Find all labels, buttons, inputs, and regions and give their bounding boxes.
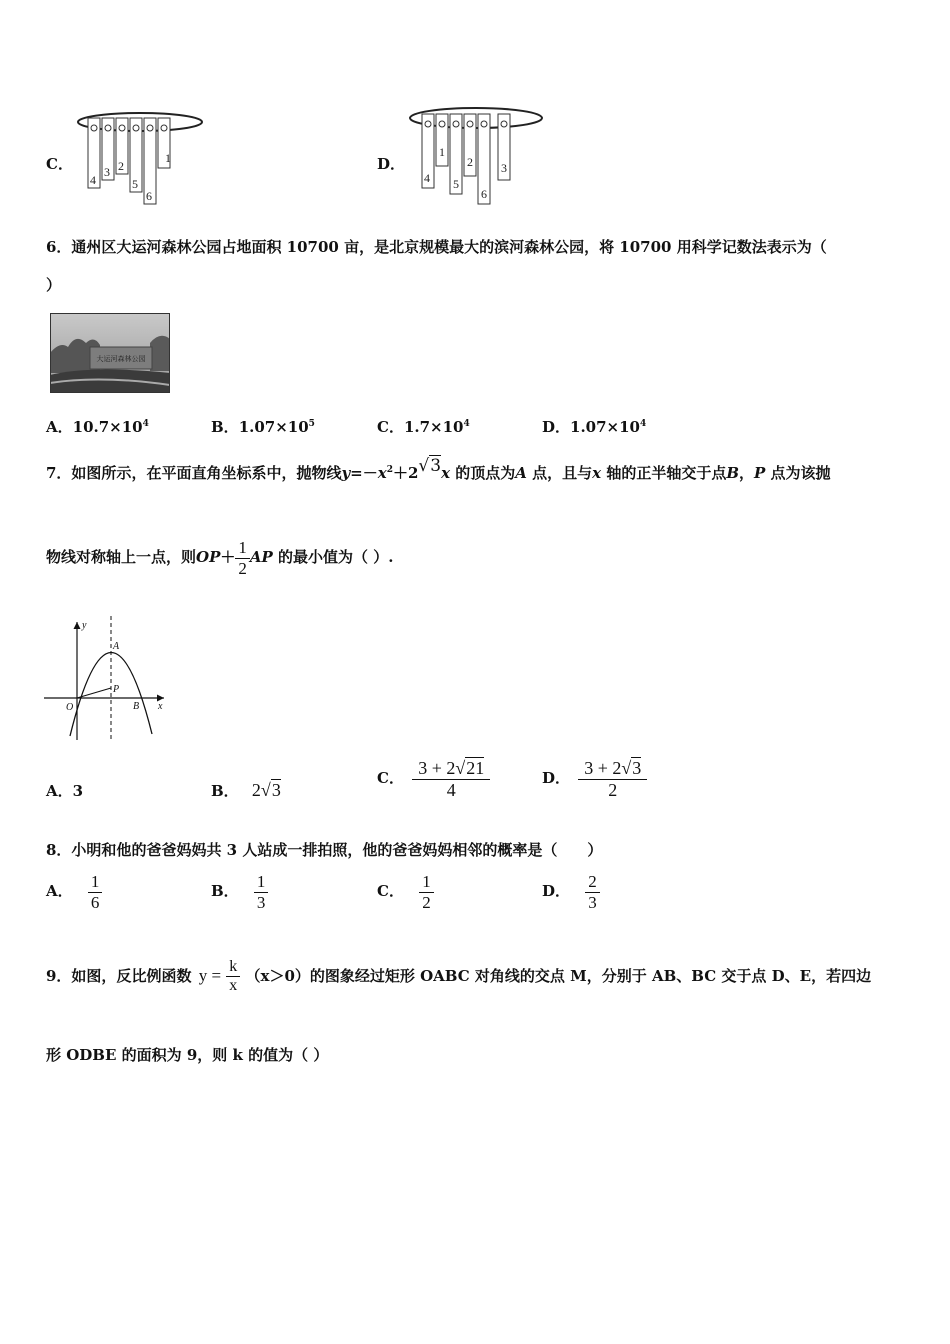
q7-eq-x: x	[377, 464, 387, 482]
q9-fn-equals: =	[211, 965, 222, 985]
q7-eq-root: 3	[430, 456, 442, 476]
q8-option-c	[377, 872, 434, 912]
q7-stem-line1: 7．如图所示，在平面直角坐标系中，抛物线$y=-x^2+2√3x$ 的顶点为A 点，且与x 轴的正半轴交于点B，P 点为该抛	[46, 456, 831, 482]
q5d-tag-1: 4	[424, 171, 430, 185]
q7-point-b: B	[726, 464, 740, 482]
q6-option-c-exponent: 4	[463, 419, 470, 429]
q5d-tag-5: 6	[481, 187, 487, 201]
q7-graph-origin-label: O	[66, 702, 74, 713]
q8-option-b-den: 3	[254, 892, 269, 913]
q6-stem-line1: 6．通州区大运河森林公园占地面积 10700 亩，是北京规模最大的滨河森林公园，将 10700 用科学记数法表示为（	[46, 238, 827, 256]
q7-option-c-num-root: 21	[466, 758, 485, 778]
q7-stem-part4: 轴的正半轴交于点	[601, 464, 727, 482]
q6-option-d-label: D．	[542, 418, 571, 436]
q7-eq-x2: x	[441, 464, 451, 482]
q7-option-b-label: B．	[211, 782, 239, 800]
q6-option-d-mantissa: 1.07×10	[570, 418, 640, 436]
q7-plus: ＋	[220, 548, 236, 567]
q7-option-b: B． 2√3	[211, 780, 281, 800]
q9-stem-part2: （x＞0）的图象经过矩形 OABC 对角线的交点 M，分别于 AB、BC 交于点 D、E，若四边	[245, 966, 872, 985]
q7-stem-part2: 的顶点为	[450, 464, 516, 482]
q8-stem: 8．小明和他的爸爸妈妈共 3 人站成一排拍照，他的爸爸妈妈相邻的概率是（ ）	[46, 841, 603, 859]
q7-option-d-den: 2	[578, 779, 647, 801]
q7-graph-b-label: B	[133, 701, 140, 712]
q8-option-d-num: 2	[588, 872, 597, 891]
q8-option-c-den: 2	[419, 892, 434, 913]
q7-ap: AP	[249, 548, 273, 567]
photo-sign-text: 大运河森林公园	[96, 355, 146, 363]
q7-option-c-den: 4	[412, 779, 490, 801]
q7-stem-part1: 7．如图所示，在平面直角坐标系中，抛物线	[46, 464, 342, 482]
q5c-tag-4: 5	[132, 177, 138, 191]
q7-option-c-label: C．	[377, 769, 404, 788]
q9-fn-den: x	[226, 976, 240, 995]
q7-stem-part6: 点为该抛	[765, 464, 831, 482]
q6-park-photo	[50, 313, 170, 393]
q9-stem-line1	[46, 958, 871, 996]
q6-option-b-label: B．	[211, 418, 239, 436]
q5-option-d-label: D．	[377, 155, 406, 173]
q5-option-d-figure	[404, 100, 548, 208]
q9-fn-y: y	[198, 965, 208, 985]
q8-option-c-label: C．	[377, 882, 404, 901]
q8-option-b-num: 1	[256, 872, 266, 891]
q6-option-a	[46, 416, 149, 437]
q7-option-a-value: 3	[72, 782, 84, 800]
q7-stem-part5: ，	[739, 464, 755, 482]
q7-eq-equals: =－	[350, 464, 378, 482]
q7-graph-x-label: x	[158, 701, 163, 712]
q7-point-a: A	[515, 464, 527, 482]
q7-option-b-root: 3	[271, 780, 281, 800]
q7-eq-y: y	[341, 464, 351, 482]
q7-half-den: 2	[235, 558, 250, 579]
q5c-tag-3: 2	[118, 159, 124, 173]
q5d-tag-3: 5	[453, 177, 459, 191]
q5d-tag-6: 3	[501, 161, 507, 175]
q7-option-d-label: D．	[542, 769, 571, 788]
q7-option-d-num-a: 3 + 2	[584, 758, 622, 778]
q9-stem-part1: 9．如图，反比例函数	[46, 966, 192, 985]
q7-stem-line2	[46, 538, 393, 578]
q7-half-fraction	[235, 538, 250, 578]
q6-option-a-exponent: 4	[142, 419, 149, 429]
q6-option-b-mantissa: 1.07×10	[238, 418, 309, 436]
q8-option-a-label: A．	[46, 882, 73, 901]
q8-option-b	[211, 872, 268, 912]
q7-option-d	[542, 758, 644, 800]
q7-eq-square: 2	[386, 465, 393, 475]
q6-option-d	[542, 416, 646, 437]
q7-graph-a-label: A	[113, 641, 120, 652]
q5-option-c-figure	[72, 104, 208, 208]
q5c-tag-2: 3	[104, 165, 110, 179]
q6-option-c-mantissa: 1.7×10	[403, 418, 464, 436]
q5c-tag-1: 4	[90, 173, 96, 187]
q5-option-c-label: C．	[46, 155, 73, 173]
q6-option-d-exponent: 4	[640, 419, 647, 429]
q7-option-a-label: A．	[46, 782, 73, 800]
q5c-tag-5: 6	[146, 189, 152, 203]
q7-stem-part7: 物线对称轴上一点，则	[46, 548, 197, 567]
q8-option-c-num: 1	[422, 872, 431, 891]
q8-option-d	[542, 872, 600, 912]
q7-option-c	[377, 758, 487, 800]
q6-option-a-mantissa: 10.7×10	[72, 418, 143, 436]
q7-option-c-fraction: $\frac{3 + 2√21}{4}$	[415, 758, 487, 800]
q7-stem-part8: 的最小值为（ ）.	[272, 548, 394, 567]
q7-point-p: P	[754, 464, 766, 482]
q7-graph-p-label: P	[113, 684, 120, 695]
q8-option-b-label: B．	[211, 882, 239, 901]
q7-option-a	[46, 780, 83, 801]
q5c-tag-6: 1	[165, 151, 171, 165]
q5d-tag-4: 2	[467, 155, 473, 169]
q7-axis-x: x	[592, 464, 602, 482]
q7-half-num: 1	[238, 538, 247, 557]
q6-option-c-label: C．	[377, 418, 404, 436]
q8-option-a-num: 1	[90, 872, 100, 891]
q9-stem-line2: 形 ODBE 的面积为 9，则 k 的值为（ ）	[46, 1046, 329, 1064]
q6-stem-line2: ）	[46, 276, 62, 294]
q7-stem-part3: 点，且与	[526, 464, 593, 482]
q7-op: OP	[196, 548, 221, 567]
q7-option-d-num-root: 3	[632, 758, 642, 778]
q6-option-c	[377, 416, 470, 437]
q7-option-d-fraction: $\frac{3 + 2√3}{2}$	[581, 758, 644, 800]
q7-graph-y-label: y	[82, 620, 87, 631]
q6-option-a-label: A．	[46, 418, 73, 436]
q9-fn-num: k	[229, 958, 238, 975]
q8-option-d-label: D．	[542, 882, 571, 901]
q7-parabola-graph	[40, 616, 170, 744]
q8-option-d-den: 3	[585, 892, 600, 913]
q8-option-a	[46, 872, 102, 912]
q7-eq-plus: ＋2	[392, 464, 419, 482]
q6-option-b	[211, 416, 315, 437]
q7-option-b-coef: 2	[251, 780, 261, 800]
q8-option-a-den: 6	[88, 892, 103, 913]
q7-option-c-num-a: 3 + 2	[418, 758, 456, 778]
q6-option-b-exponent: 5	[308, 419, 315, 429]
q5d-tag-2: 1	[439, 145, 445, 159]
